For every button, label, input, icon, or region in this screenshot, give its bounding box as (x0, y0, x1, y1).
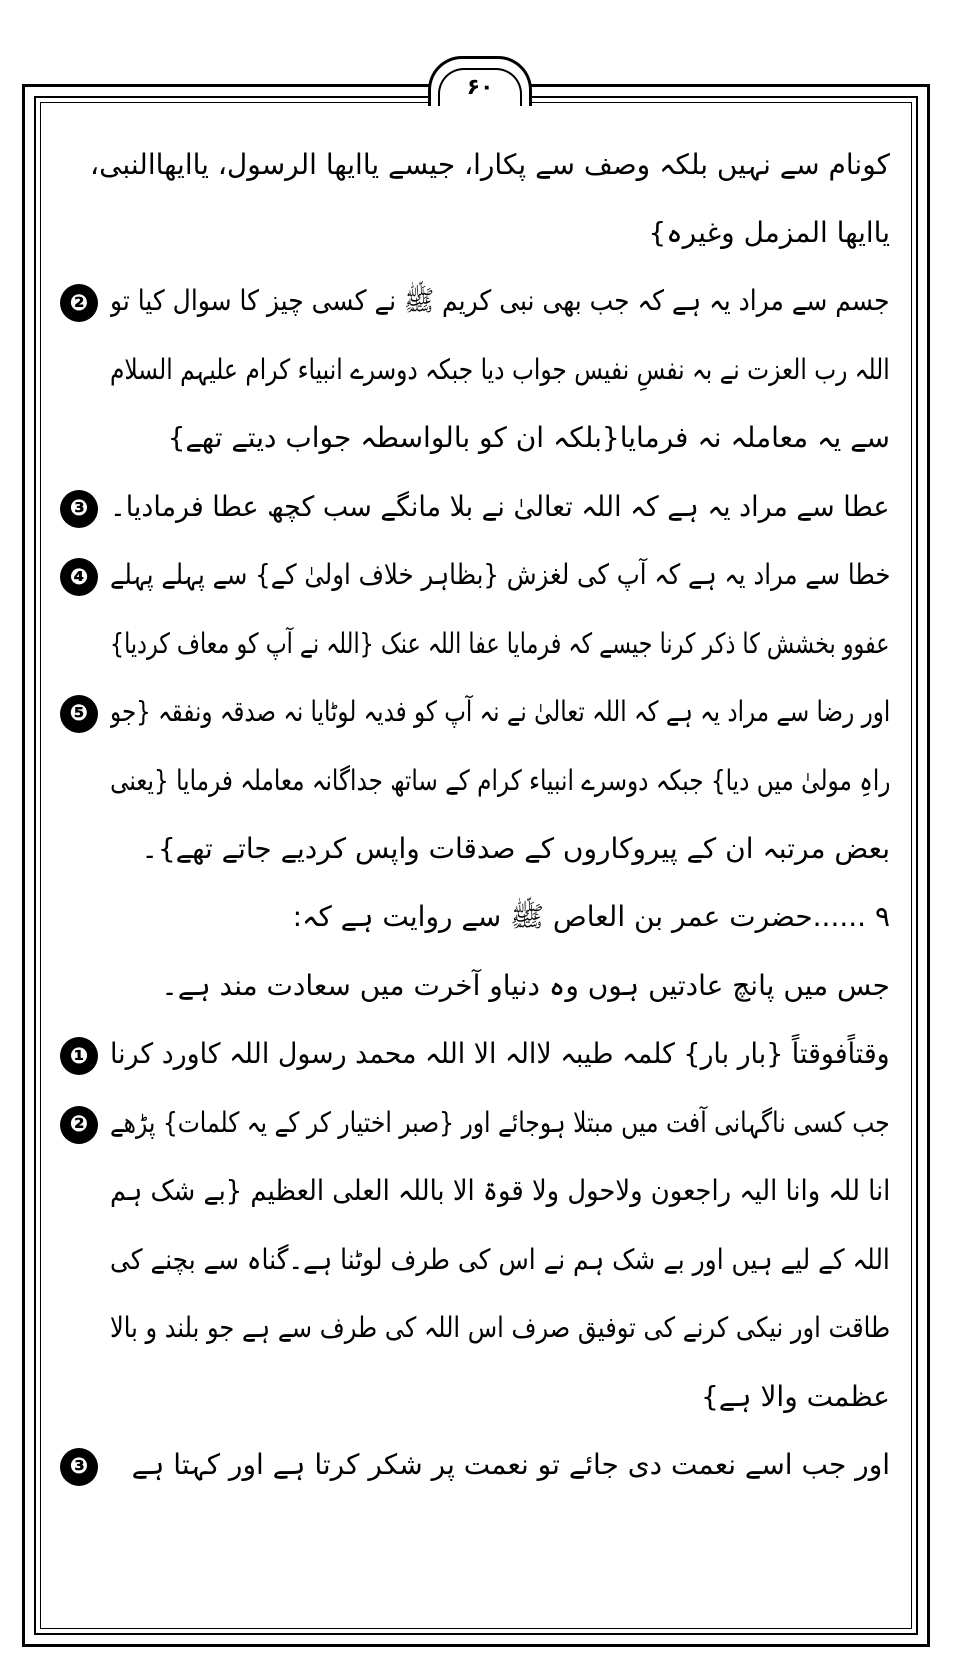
bullet-3: ❸ (60, 1448, 98, 1486)
text-line: عطا سے مراد یہ ہے کہ اللہ تعالیٰ نے بلا مانگے سب کچھ عطا فرمادیا۔ (110, 489, 890, 523)
text-line: کونام سے نہیں بلکہ وصف سے پکارا، جیسے یاایھا الرسول، یاایھاالنبی، (90, 147, 890, 181)
bullet-4: ❹ (60, 558, 98, 596)
text-line: جسم سے مراد یہ ہے کہ جب بھی نبی کریم ﷺ نے کسی چیز کا سوال کیا تو (110, 284, 890, 318)
bullet-2: ❷ (60, 284, 98, 322)
bullet-2: ❷ (60, 1106, 98, 1144)
page-number-tab (428, 56, 532, 106)
text-line: راہِ مولیٰ میں دیا} جبکہ دوسرے انبیاء کرام کے ساتھ جداگانہ معاملہ فرمایا {یعنی (110, 763, 890, 797)
text-line: بعض مرتبہ ان کے پیروکاروں کے صدقات واپس کردیے جاتے تھے}۔ (141, 832, 890, 865)
text-line: انا للہ وانا الیہ راجعون ولاحول ولا قوۃ الا باللہ العلی العظیم {بے شک ہم (110, 1174, 890, 1208)
text-line: اللہ کے لیے ہیں اور بے شک ہم نے اس کی طرف لوٹنا ہے۔گناہ سے بچنے کی (110, 1242, 890, 1276)
text-line: خطا سے مراد یہ ہے کہ آپ کی لغزش {بظاہر خلاف اولیٰ کے} سے پہلے پہلے (110, 558, 890, 592)
bullet-3: ❸ (60, 490, 98, 528)
text-line: ۹ ......حضرت عمر بن العاص ﷺ سے روایت ہے کہ: (292, 900, 890, 934)
bullet-1: ❶ (60, 1037, 98, 1075)
text-line: اور جب اسے نعمت دی جائے تو نعمت پر شکر کرتا ہے اور کہتا ہے (131, 1447, 890, 1481)
text-line: یاایھا المزمل وغیرہ} (648, 216, 890, 250)
text-line: عفوو بخشش کا ذکر کرنا جیسے کہ فرمایا عفا اللہ عنک {اللہ نے آپ کو معاف کردیا} (110, 626, 890, 660)
text-line: جس میں پانچ عادتیں ہوں وہ دنیاو آخرت میں سعادت مند ہے۔ (161, 968, 890, 1002)
text-line: جب کسی ناگہانی آفت میں مبتلا ہوجائے اور {صبر اختیار کر کے یہ کلمات} پڑھے (110, 1105, 890, 1139)
text-line: سے یہ معاملہ نہ فرمایا{بلکہ ان کو بالواسطہ جواب دیتے تھے} (167, 421, 890, 455)
text-line: عظمت والا ہے} (700, 1379, 890, 1413)
text-line: اور رضا سے مراد یہ ہے کہ اللہ تعالیٰ نے نہ آپ کو فدیہ لوٹایا نہ صدقہ ونفقہ {جو (110, 695, 890, 729)
text-line: اللہ رب العزت نے بہ نفسِ نفیس جواب دیا جبکہ دوسرے انبیاء کرام علیہم السلام (110, 352, 890, 386)
page-number-tab-inner (438, 68, 522, 106)
text-line: طاقت اور نیکی کرنے کی توفیق صرف اس اللہ کی طرف سے ہے جو بلند و بالا (110, 1311, 890, 1345)
page-number: ۶۰ (466, 75, 494, 100)
bullet-5: ❺ (60, 695, 98, 733)
text-line: وقتاًفوقتاً {بار بار} کلمہ طیبہ لاالہ الا اللہ محمد رسول اللہ کاورد کرنا (110, 1037, 890, 1071)
